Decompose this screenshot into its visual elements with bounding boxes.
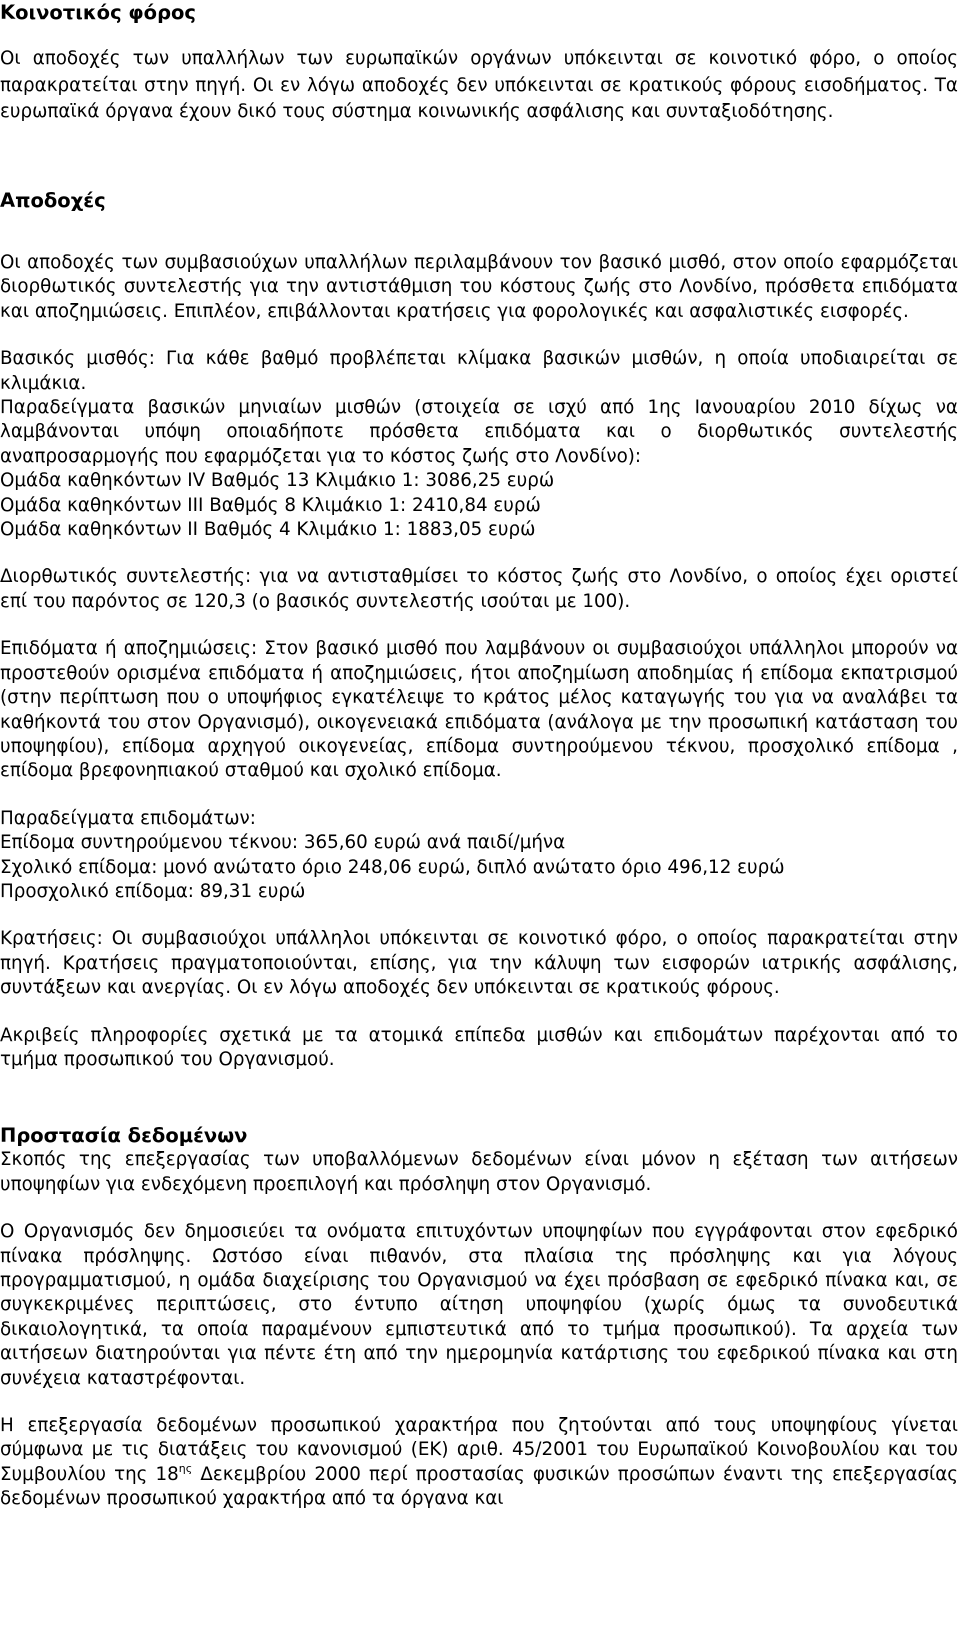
allowance-example: Σχολικό επίδομα: μονό ανώτατο όριο 248,06 ευρώ, διπλό ανώτατο όριο 496,12 ευρώ (0, 856, 785, 878)
section-pay-details (0, 233, 958, 1512)
salary-example: Ομάδα καθηκόντων III Βαθμός 8 Κλιμάκιο 1: 2410,84 ευρώ (0, 494, 541, 516)
heading-data-protection: Προστασία δεδομένων (0, 1124, 248, 1148)
paragraph-allowances: Επιδόματα ή αποζημιώσεις: Στον βασικό μισθό που λαμβάνουν οι συμβασιούχοι υπάλληλοι μπορούν να προστεθούν ορισμένα επιδόματα ή αποζημιώσεις, ήτοι αποζημίωση αποδημίας ή επίδομα εκπατρισμού (στην περίπτωση που ο υποψήφιος εγκατέλειψε το κράτος μέλος καταγωγής του για να αναλάβει τα καθήκοντά του στον Οργανισμό), οικογενειακά επιδόματα (ανάλογα με την προσωπική κατάσταση του υποψηφίου), επίδομα αρχηγού οικογενείας, επίδομα συντηρούμενου τέκνου, προσχολικό επίδομα , επίδομα βρεφονηπιακού σταθμού και σχολικό επίδομα. (0, 638, 958, 782)
allowance-example: Επίδομα συντηρούμενου τέκνου: 365,60 ευρώ ανά παιδί/μήνα (0, 832, 566, 854)
paragraph-community-tax: Οι αποδοχές των υπαλλήλων των ευρωπαϊκών οργάνων υπόκεινται σε κοινοτικό φόρο, ο οποίος παρακρατείται στην πηγή. Οι εν λόγω αποδοχές δεν υπόκεινται σε κρατικούς φόρους εισοδήματος. Τα ευρωπαϊκά όργανα έχουν δικό τους σύστημα κοινωνικής ασφάλισης και συνταξιοδότησης. (0, 48, 958, 122)
paragraph-info: Ακριβείς πληροφορίες σχετικά με τα ατομικά επίπεδα μισθών και επιδομάτων παρέχονται από το τμήμα προσωπικού του Οργανισμού. (0, 1024, 958, 1070)
paragraph-data-processing (0, 1414, 958, 1512)
heading-community-tax: Κοινοτικός φόρος (0, 1, 196, 24)
paragraph-data-publication: Ο Οργανισμός δεν δημοσιεύει τα ονόματα επιτυχόντων υποψηφίων που εγγράφονται στον εφεδρικό πίνακα πρόσληψης. Ωστόσο είναι πιθανόν, στα πλαίσια της πρόσληψης και για λόγους προγραμματισμού, η ομάδα διαχείρισης του Οργανισμού να έχει πρόσβαση σε εφεδρικό πίνακα και, σε συγκεκριμένες περιπτώσεις, στο έντυπο αίτηση υποψηφίου (χωρίς όμως τα συνοδευτικά δικαιολογητικά, τα οποία παραμένουν εμπιστευτικά από το τμήμα προσωπικού). Τα αρχεία των αιτήσεων διατηρούνται για πέντε έτη από την ημερομηνία κατάρτισης του εφεδρικού πίνακα και στη συνέχεια καταστρέφονται. (0, 1221, 958, 1389)
salary-example: Ομάδα καθηκόντων II Βαθμός 4 Κλιμάκιο 1: 1883,05 ευρώ (0, 519, 536, 541)
salary-block (0, 347, 958, 542)
paragraph-salary-examples-intro: Παραδείγματα βασικών μηνιαίων μισθών (στοιχεία σε ισχύ από 1ης Ιανουαρίου 2010 δίχως να λαμβάνονται υπόψη οποιαδήποτε πρόσθετα επιδόματα και ο διορθωτικός συντελεστής αναπροσαρμογής που εφαρμόζεται για το κόστος ζωής στο Λονδίνο): (0, 397, 958, 467)
processing-text-start: Η επεξεργασία δεδομένων προσωπικού χαρακτήρα που ζητούνται από τους υποψηφίους γίνεται σύμφωνα με τις διατάξεις του κανονισμού (ΕΚ) αριθ. 45/2001 του Ευρωπαϊκού Κοινοβουλίου και του Συμβουλίου της 18 (0, 1415, 958, 1485)
section-community-tax (0, 0, 958, 214)
paragraph-deductions: Κρατήσεις: Οι συμβασιούχοι υπάλληλοι υπόκεινται σε κοινοτικό φόρο, ο οποίος παρακρατείται στην πηγή. Κρατήσεις πραγματοποιούνται, επίσης, για την κάλυψη των εισφορών ιατρικής ασφάλισης, συντάξεων και ανεργίας. Οι εν λόγω αποδοχές δεν υπόκεινται σε κρατικούς φόρους. (0, 928, 958, 999)
paragraph-basic-salary: Βασικός μισθός: Για κάθε βαθμό προβλέπεται κλίμακα βασικών μισθών, η οποία υποδιαιρείται σε κλιμάκια. (0, 348, 958, 394)
paragraph-pay-intro: Οι αποδοχές των συμβασιούχων υπαλλήλων περιλαμβάνουν τον βασικό μισθό, στον οποίο εφαρμόζεται διορθωτικός συντελεστής για την αντιστάθμιση του κόστους ζωής στο Λονδίνο, πρόσθετα επιδόματα και αποζημιώσεις. Επιπλέον, επιβάλλονται κρατήσεις για φορολογικές και ασφαλιστικές εισφορές. (0, 252, 958, 322)
heading-pay: Αποδοχές (0, 188, 106, 212)
allowance-examples-title: Παραδείγματα επιδομάτων: (0, 807, 256, 829)
paragraph-correction-factor: Διορθωτικός συντελεστής: για να αντισταθμίσει το κόστος ζωής στο Λονδίνο, ο οποίος έχει οριστεί επί του παρόντος σε 120,3 (ο βασικός συντελεστής ισούται με 100). (0, 566, 958, 612)
paragraph-data-purpose: Σκοπός της επεξεργασίας των υποβαλλόμενων δεδομένων είναι μόνον η εξέταση των αιτήσεων υποψηφίων για ενδεχόμενη προεπιλογή και πρόσληψη στον Οργανισμό. (0, 1149, 958, 1195)
allowance-example: Προσχολικό επίδομα: 89,31 ευρώ (0, 880, 306, 902)
allowance-examples-block (0, 807, 958, 905)
salary-example: Ομάδα καθηκόντων IV Βαθμός 13 Κλιμάκιο 1: 3086,25 ευρώ (0, 470, 555, 492)
processing-text-end: Δεκεμβρίου 2000 περί προστασίας φυσικών προσώπων έναντι της επεξεργασίας δεδομένων προσωπικού χαρακτήρα από τα όργανα και (0, 1463, 958, 1510)
ordinal-superscript: ης (178, 1461, 193, 1475)
